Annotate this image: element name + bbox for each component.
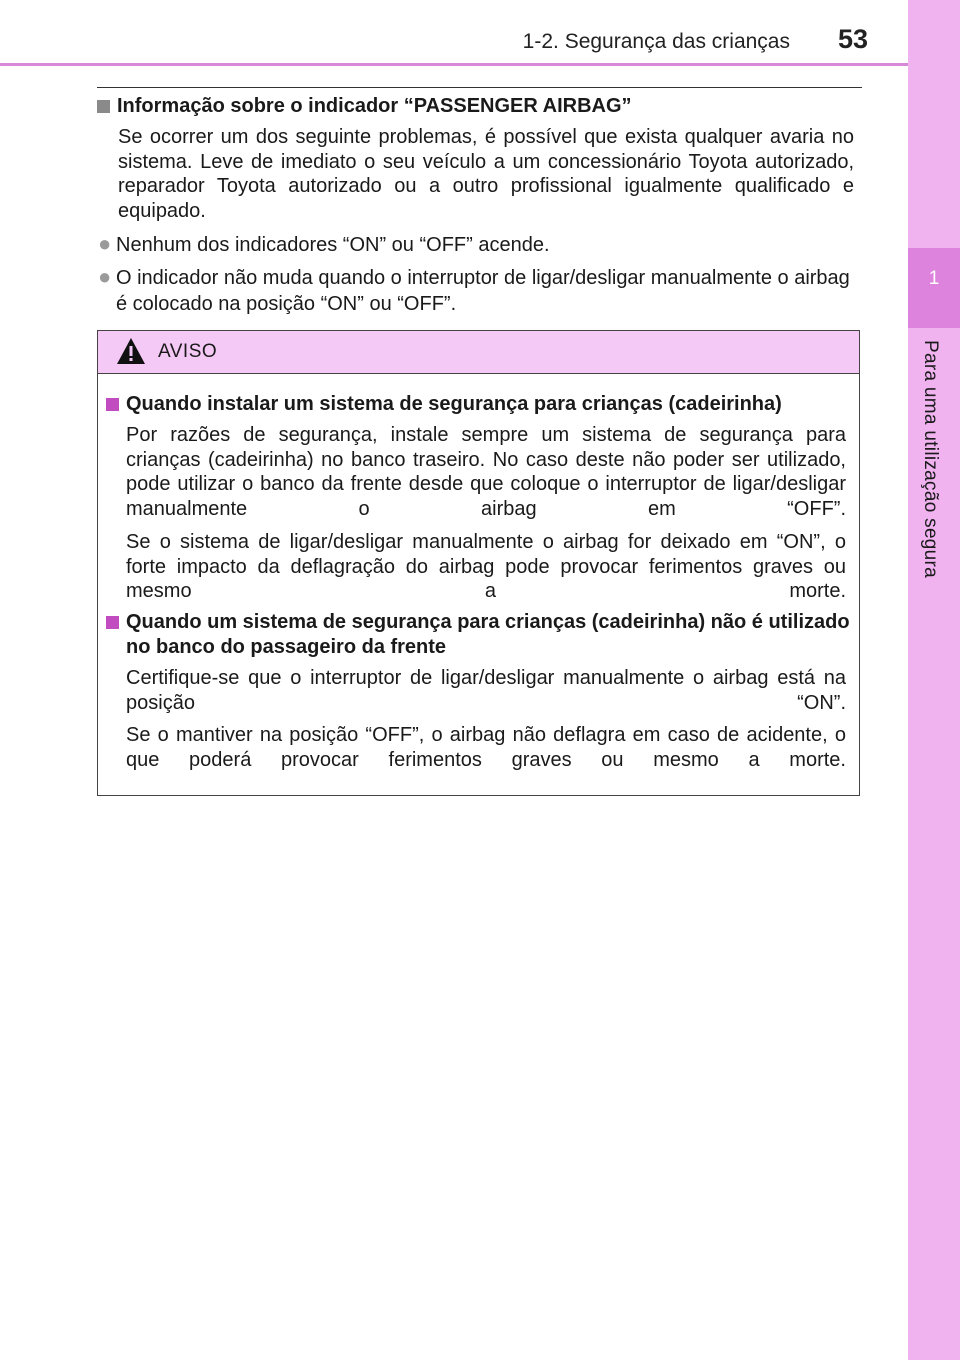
list-item <box>98 265 860 317</box>
list-item-text: Nenhum dos indicadores “ON” ou “OFF” acende. <box>116 234 550 256</box>
square-bullet-icon <box>106 398 119 411</box>
section-heading <box>97 95 632 118</box>
side-tab <box>908 0 960 1360</box>
warning-triangle-icon <box>116 337 146 365</box>
warning-subheading <box>106 392 854 417</box>
header-divider <box>0 63 908 66</box>
content-divider <box>97 87 862 88</box>
round-bullet-icon: ● <box>98 231 112 256</box>
list-item <box>98 232 860 258</box>
page-number: 53 <box>838 24 869 54</box>
warning-paragraph: Se o mantiver na posição “OFF”, o airbag não deflagra em caso de acidente, o que poderá provocar ferimentos graves ou mesmo a morte. <box>126 724 846 771</box>
warning-box <box>97 330 860 796</box>
warning-paragraph: Se o sistema de ligar/desligar manualmente o airbag for deixado em “ON”, o forte impacto da deflagração do airbag pode provocar ferimentos graves ou mesmo a morte. <box>126 531 846 602</box>
warning-paragraph: Certifique-se que o interruptor de ligar/desligar manualmente o airbag está na posição “ON”. <box>126 667 846 714</box>
chapter-number: 1 <box>928 268 940 289</box>
warning-subheading <box>106 610 854 659</box>
warning-header <box>98 331 859 374</box>
chapter-title: Para uma utilização segura <box>920 340 941 579</box>
warning-label: AVISO <box>158 341 218 362</box>
list-item-text: O indicador não muda quando o interruptor de ligar/desligar manualmente o airbag é colocado na posição “ON” ou “OFF”. <box>116 267 850 315</box>
square-bullet-icon <box>97 100 110 113</box>
warning-subheading-text: Quando um sistema de segurança para crianças (cadeirinha) não é utilizado no banco do passageiro da frente <box>126 611 850 658</box>
section-heading-text: Informação sobre o indicador “PASSENGER AIRBAG” <box>117 95 632 117</box>
round-bullet-icon: ● <box>98 264 112 289</box>
warning-paragraph: Por razões de segurança, instale sempre um sistema de segurança para crianças (cadeirinha) no banco traseiro. No caso deste não poder ser utilizado, pode utilizar o banco da frente desde que coloque o interruptor de ligar/desligar manualmente o airbag em “OFF”. <box>126 424 846 520</box>
warning-subheading-text: Quando instalar um sistema de segurança para crianças (cadeirinha) <box>126 393 782 415</box>
intro-paragraph: Se ocorrer um dos seguinte problemas, é possível que exista qualquer avaria no sistema. Leve de imediato o seu veículo a um concessionário Toyota autorizado, reparador Toyota autorizado ou a outro profissional igualmente qualificado e equipado. <box>118 126 854 222</box>
square-bullet-icon <box>106 616 119 629</box>
section-title: 1-2. Segurança das crianças <box>522 30 790 53</box>
